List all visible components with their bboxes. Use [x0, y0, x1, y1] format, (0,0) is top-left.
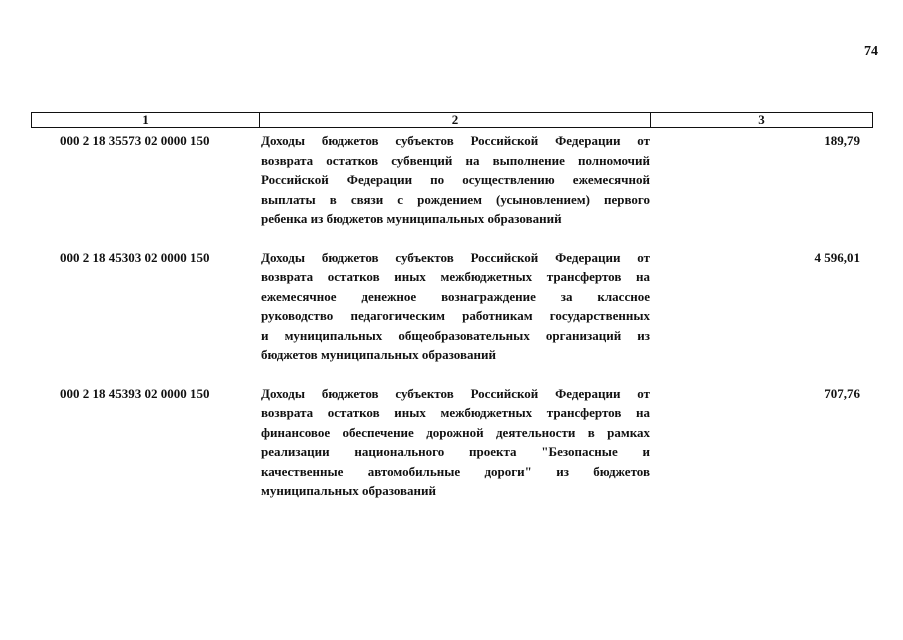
- description-line: финансовое обеспечение дорожной деятельности в рамках: [261, 424, 650, 440]
- table-body: [31, 131, 873, 520]
- header-column-3: 3: [758, 112, 765, 127]
- description-line: качественные автомобильные дороги" из бюджетов: [261, 463, 650, 479]
- description-line: Доходы бюджетов субъектов Российской Федерации от: [261, 133, 650, 148]
- description-line: ежемесячное денежное вознаграждение за классное: [261, 288, 650, 304]
- description-line: возврата остатков субвенций на выполнение полномочий: [261, 152, 650, 168]
- table-header: [31, 112, 873, 128]
- header-column-2: 2: [260, 113, 651, 127]
- description-line: руководство педагогическим работникам государственных: [261, 308, 650, 323]
- description-line: ребенка из бюджетов муниципальных образований: [261, 211, 562, 226]
- table-row: [31, 248, 873, 365]
- description-line: и муниципальных общеобразовательных организаций из: [261, 327, 650, 343]
- description-line: муниципальных образований: [261, 483, 437, 498]
- description: [259, 384, 650, 501]
- amount: 707,76: [824, 385, 860, 401]
- description-line: выплаты в связи с рождением (усыновлением) первого: [261, 191, 650, 207]
- description-line: реализации национального проекта "Безопасные и: [261, 444, 650, 459]
- budget-code: 000 2 18 45303 02 0000 150: [60, 249, 210, 265]
- description-line: Российской Федерации по осуществлению ежемесячной: [261, 172, 650, 187]
- description-line: бюджетов муниципальных образований: [261, 347, 496, 362]
- budget-code: 000 2 18 45393 02 0000 150: [60, 385, 210, 401]
- table-row: [31, 384, 873, 501]
- description-line: Доходы бюджетов субъектов Российской Федерации от: [261, 249, 650, 265]
- description-line: Доходы бюджетов субъектов Российской Федерации от: [261, 385, 650, 401]
- budget-code: 000 2 18 35573 02 0000 150: [60, 133, 210, 148]
- amount: 189,79: [824, 133, 860, 148]
- page-number: 74: [864, 44, 878, 59]
- description: [259, 248, 650, 365]
- header-column-1: 1: [32, 113, 260, 127]
- description: [259, 131, 650, 229]
- amount: 4 596,01: [814, 249, 860, 265]
- description-line: возврата остатков иных межбюджетных трансфертов на: [261, 405, 650, 420]
- description-line: возврата остатков иных межбюджетных трансфертов на: [261, 269, 650, 284]
- table-row: [31, 131, 873, 229]
